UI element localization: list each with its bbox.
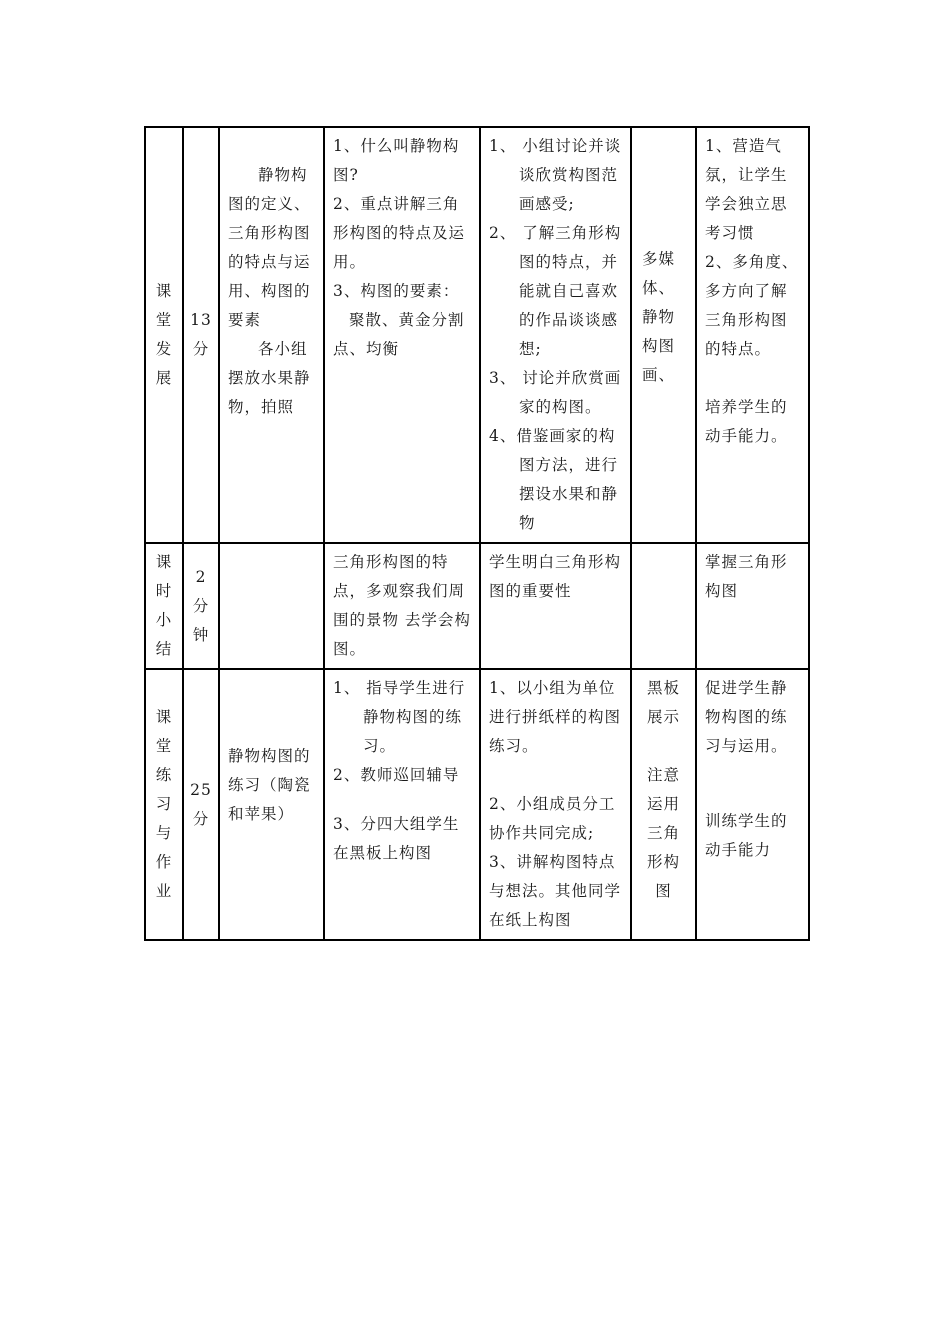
- intent-text: 训练学生的动手能力: [705, 812, 788, 859]
- stage-char: 发: [155, 340, 173, 358]
- table-row: [145, 669, 809, 940]
- stage-char: 课: [155, 553, 173, 571]
- content-text: 静物构图的定义、三角形构图的特点与运用、构图的要素: [228, 166, 311, 329]
- time-text: 钟: [192, 625, 210, 644]
- stage-char: 练: [155, 766, 173, 784]
- intent-text: 1、营造气氛，让学生学会独立思考习惯: [705, 137, 788, 242]
- stage-char: 课: [155, 708, 173, 726]
- teacher-text: 2、教师巡回辅导: [333, 766, 460, 784]
- intent-text: 促进学生静物构图的练习与运用。: [705, 679, 788, 755]
- teacher-text: 3、构图的要素：: [333, 282, 460, 300]
- stage-char: 堂: [155, 311, 173, 329]
- content-cell: [219, 669, 324, 940]
- time-text: 2: [195, 567, 207, 586]
- stage-cell: [145, 127, 183, 543]
- content-text: 静物构图的练习（陶瓷和苹果）: [228, 747, 311, 823]
- time-text: 分: [192, 809, 210, 828]
- time-cell: [183, 669, 219, 940]
- content-text: 各小组摆放水果静物，拍照: [228, 340, 311, 416]
- student-text: 学生明白三角形构图的重要性: [489, 553, 622, 600]
- teacher-activity-cell: [324, 127, 480, 543]
- time-text: 13: [190, 311, 212, 329]
- teacher-text: 3、分四大组学生在黑板上构图: [333, 815, 460, 862]
- intent-text: 2、多角度、多方向了解三角形构图的特点。: [705, 253, 799, 358]
- stage-cell: [145, 669, 183, 940]
- media-cell: [631, 669, 696, 940]
- stage-char: 结: [155, 640, 173, 658]
- stage-char: 小: [155, 611, 173, 629]
- student-text: 1、 小组讨论并谈谈欣赏构图范画感受;: [489, 137, 622, 213]
- stage-char: 作: [155, 853, 173, 871]
- time-text: 25: [190, 780, 212, 799]
- intent-cell: [696, 127, 809, 543]
- media-cell: [631, 127, 696, 543]
- intent-cell: [696, 543, 809, 669]
- time-text: 分: [192, 340, 210, 358]
- teacher-activity-cell: [324, 669, 480, 940]
- teacher-text: 三角形构图的特点，多观察我们周围的景物 去学会构图。: [333, 553, 471, 658]
- time-cell: [183, 543, 219, 669]
- lesson-plan-table: [144, 126, 810, 941]
- teacher-activity-cell: [324, 543, 480, 669]
- content-cell: [219, 543, 324, 669]
- stage-char: 展: [155, 369, 173, 387]
- table-row: [145, 127, 809, 543]
- intent-text: 掌握三角形构图: [705, 553, 788, 600]
- student-text: 3、讲解构图特点与想法。其他同学在纸上构图: [489, 853, 622, 929]
- student-text: 3、 讨论并欣赏画家的构图。: [489, 369, 622, 416]
- intent-cell: [696, 669, 809, 940]
- stage-char: 堂: [155, 737, 173, 755]
- media-text: 注意运用三角形构图: [646, 766, 680, 900]
- stage-char: 习: [155, 795, 173, 813]
- student-activity-cell: [480, 669, 631, 940]
- student-text: 2、 了解三角形构图的特点，并能就自己喜欢的作品谈谈感想;: [489, 224, 622, 358]
- media-cell: [631, 543, 696, 669]
- content-cell: [219, 127, 324, 543]
- teacher-text: 1、 指导学生进行静物构图的练习。: [333, 679, 466, 755]
- teacher-text: 2、重点讲解三角形构图的特点及运用。: [333, 195, 466, 271]
- student-activity-cell: [480, 543, 631, 669]
- media-text: 多媒体、静物构图画、: [642, 249, 676, 384]
- stage-cell: [145, 543, 183, 669]
- stage-char: 与: [155, 824, 173, 842]
- intent-text: 培养学生的动手能力。: [705, 398, 788, 445]
- teacher-text: 聚散、黄金分割点、均衡: [333, 311, 465, 358]
- student-text: 2、小组成员分工协作共同完成;: [489, 795, 616, 842]
- time-cell: [183, 127, 219, 543]
- stage-char: 课: [155, 282, 173, 300]
- stage-char: 时: [155, 582, 173, 600]
- student-text: 4、借鉴画家的构图方法，进行摆设水果和静物: [489, 427, 619, 532]
- student-activity-cell: [480, 127, 631, 543]
- stage-char: 业: [155, 882, 173, 900]
- media-text: 黑板展示: [646, 679, 680, 726]
- table-row: [145, 543, 809, 669]
- student-text: 1、以小组为单位进行拼纸样的构图练习。: [489, 679, 622, 755]
- time-text: 分: [192, 596, 210, 615]
- teacher-text: 1、什么叫静物构图?: [333, 137, 460, 184]
